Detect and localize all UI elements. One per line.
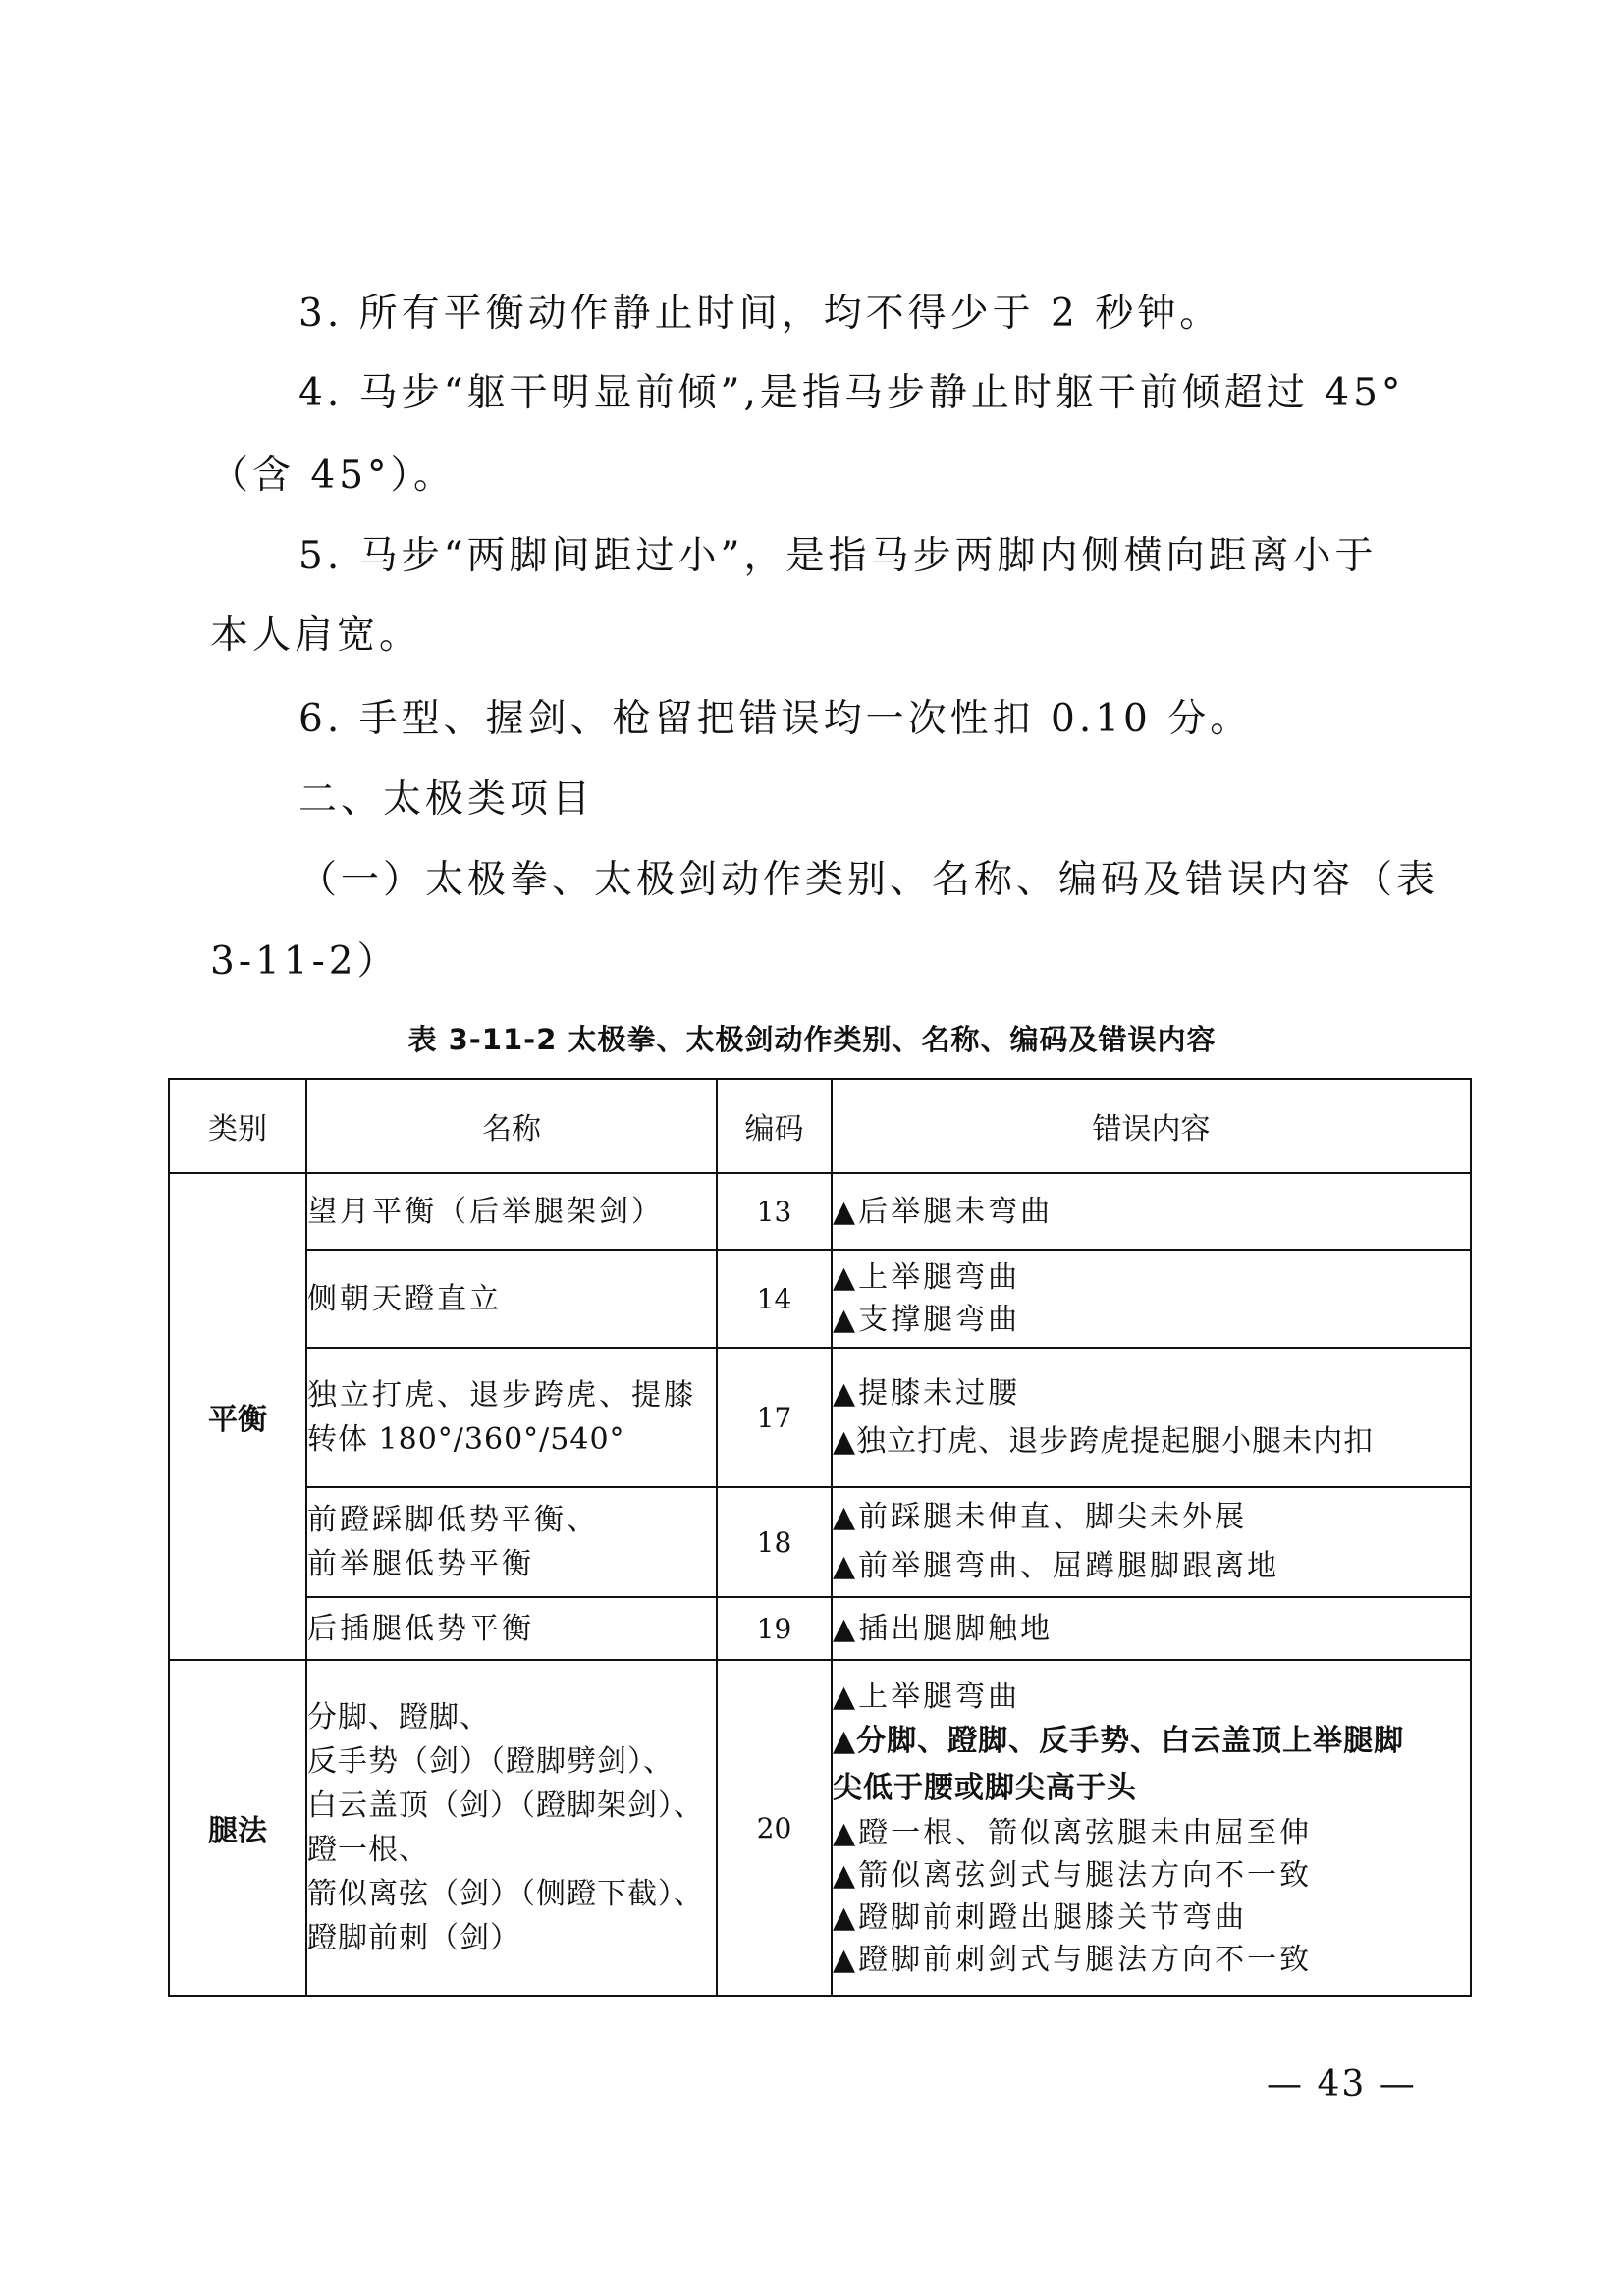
name-line: 反手势（剑）（蹬脚劈剑）、 bbox=[307, 1744, 674, 1779]
code-cell: 18 bbox=[717, 1487, 832, 1597]
name-line: 前蹬踩脚低势平衡、 bbox=[307, 1503, 599, 1537]
name-cell bbox=[306, 1597, 717, 1660]
section-heading: 二、太极类项目 bbox=[298, 777, 595, 822]
paragraph-2: 4. 马步“躯干明显前倾”,是指马步静止时躯干前倾超过 45° bbox=[298, 371, 1405, 415]
error-line: ▲前举腿弯曲、屈蹲腿脚跟离地 bbox=[833, 1549, 1280, 1583]
code-cell: 17 bbox=[717, 1348, 832, 1487]
errors-cell bbox=[832, 1487, 1471, 1597]
name-cell bbox=[306, 1173, 717, 1250]
name-cell bbox=[306, 1487, 717, 1597]
code-cell: 14 bbox=[717, 1250, 832, 1348]
table-row bbox=[169, 1660, 1471, 1996]
name-cell bbox=[306, 1348, 717, 1487]
paragraph-3: 5. 马步“两脚间距过小”，是指马步两脚内侧横向距离小于 bbox=[298, 534, 1378, 578]
code-cell: 13 bbox=[717, 1173, 832, 1250]
table-caption: 表 3-11-2 太极拳、太极剑动作类别、名称、编码及错误内容 bbox=[407, 1023, 1217, 1056]
error-line: ▲上举腿弯曲 bbox=[833, 1679, 1021, 1714]
name-line: 箭似离弦（剑）（侧蹬下截）、 bbox=[307, 1877, 704, 1911]
header-name: 名称 bbox=[306, 1079, 717, 1173]
table-row bbox=[169, 1487, 1471, 1597]
name-cell bbox=[306, 1250, 717, 1348]
name-line: 独立打虎、退步跨虎、提膝 bbox=[307, 1378, 696, 1413]
name-line: 蹬脚前刺（剑） bbox=[307, 1921, 520, 1955]
errors-cell bbox=[832, 1173, 1471, 1250]
error-line: ▲独立打虎、退步跨虎提起腿小腿未内扣 bbox=[833, 1424, 1375, 1459]
errors-cell bbox=[832, 1348, 1471, 1487]
error-line: ▲蹬一根、箭似离弦腿未由屈至伸 bbox=[833, 1815, 1313, 1850]
error-line: ▲分脚、蹬脚、反手势、白云盖顶上举腿脚 bbox=[833, 1723, 1405, 1758]
error-line: ▲前踩腿未伸直、脚尖未外展 bbox=[833, 1500, 1248, 1534]
paragraph-4: 6. 手型、握剑、枪留把错误均一次性扣 0.10 分。 bbox=[298, 697, 1253, 741]
category-cell: 平衡 bbox=[169, 1173, 306, 1660]
paragraph-3-cont: 本人肩宽。 bbox=[210, 614, 422, 658]
table-row bbox=[169, 1250, 1471, 1348]
subsection-heading-cont: 3-11-2） bbox=[210, 939, 400, 984]
error-line: ▲蹬脚前刺蹬出腿膝关节弯曲 bbox=[833, 1899, 1248, 1935]
error-table bbox=[168, 1078, 1472, 1997]
subsection-heading: （一）太极拳、太极剑动作类别、名称、编码及错误内容（表 bbox=[298, 858, 1439, 902]
name-line: 白云盖顶（剑）（蹬脚架剑）、 bbox=[307, 1789, 704, 1823]
page-number: — 43 — bbox=[1267, 2064, 1417, 2105]
error-line: ▲插出腿脚触地 bbox=[833, 1611, 1054, 1646]
name-line: 分脚、蹬脚、 bbox=[307, 1700, 490, 1735]
name-line: 转体 180°/360°/540° bbox=[307, 1422, 625, 1457]
error-line: ▲支撑腿弯曲 bbox=[833, 1303, 1021, 1337]
code-cell: 19 bbox=[717, 1597, 832, 1660]
header-code: 编码 bbox=[717, 1079, 832, 1173]
error-line: ▲提膝未过腰 bbox=[833, 1376, 1021, 1411]
name-line: 侧朝天蹬直立 bbox=[307, 1281, 502, 1316]
table-row bbox=[169, 1597, 1471, 1660]
error-line: ▲后举腿未弯曲 bbox=[833, 1194, 1054, 1229]
category-cell: 腿法 bbox=[169, 1660, 306, 1996]
errors-cell bbox=[832, 1597, 1471, 1660]
header-errors: 错误内容 bbox=[832, 1079, 1471, 1173]
error-line: ▲上举腿弯曲 bbox=[833, 1260, 1021, 1295]
error-line: 尖低于腰或脚尖高于头 bbox=[833, 1770, 1137, 1805]
name-cell bbox=[306, 1660, 717, 1996]
header-category: 类别 bbox=[169, 1079, 306, 1173]
error-line: ▲箭似离弦剑式与腿法方向不一致 bbox=[833, 1857, 1313, 1893]
table-row bbox=[169, 1173, 1471, 1250]
error-line: ▲蹬脚前刺剑式与腿法方向不一致 bbox=[833, 1942, 1313, 1977]
table-header-row bbox=[169, 1079, 1471, 1173]
errors-cell bbox=[832, 1660, 1471, 1996]
code-cell: 20 bbox=[717, 1660, 832, 1996]
name-line: 后插腿低势平衡 bbox=[307, 1611, 534, 1646]
table-row bbox=[169, 1348, 1471, 1487]
name-line: 望月平衡（后举腿架剑） bbox=[307, 1194, 664, 1229]
errors-cell bbox=[832, 1250, 1471, 1348]
paragraph-2-cont: （含 45°）。 bbox=[210, 454, 457, 498]
name-line: 蹬一根、 bbox=[307, 1833, 429, 1867]
paragraph-1: 3. 所有平衡动作静止时间，均不得少于 2 秒钟。 bbox=[298, 292, 1222, 336]
name-line: 前举腿低势平衡 bbox=[307, 1547, 534, 1581]
